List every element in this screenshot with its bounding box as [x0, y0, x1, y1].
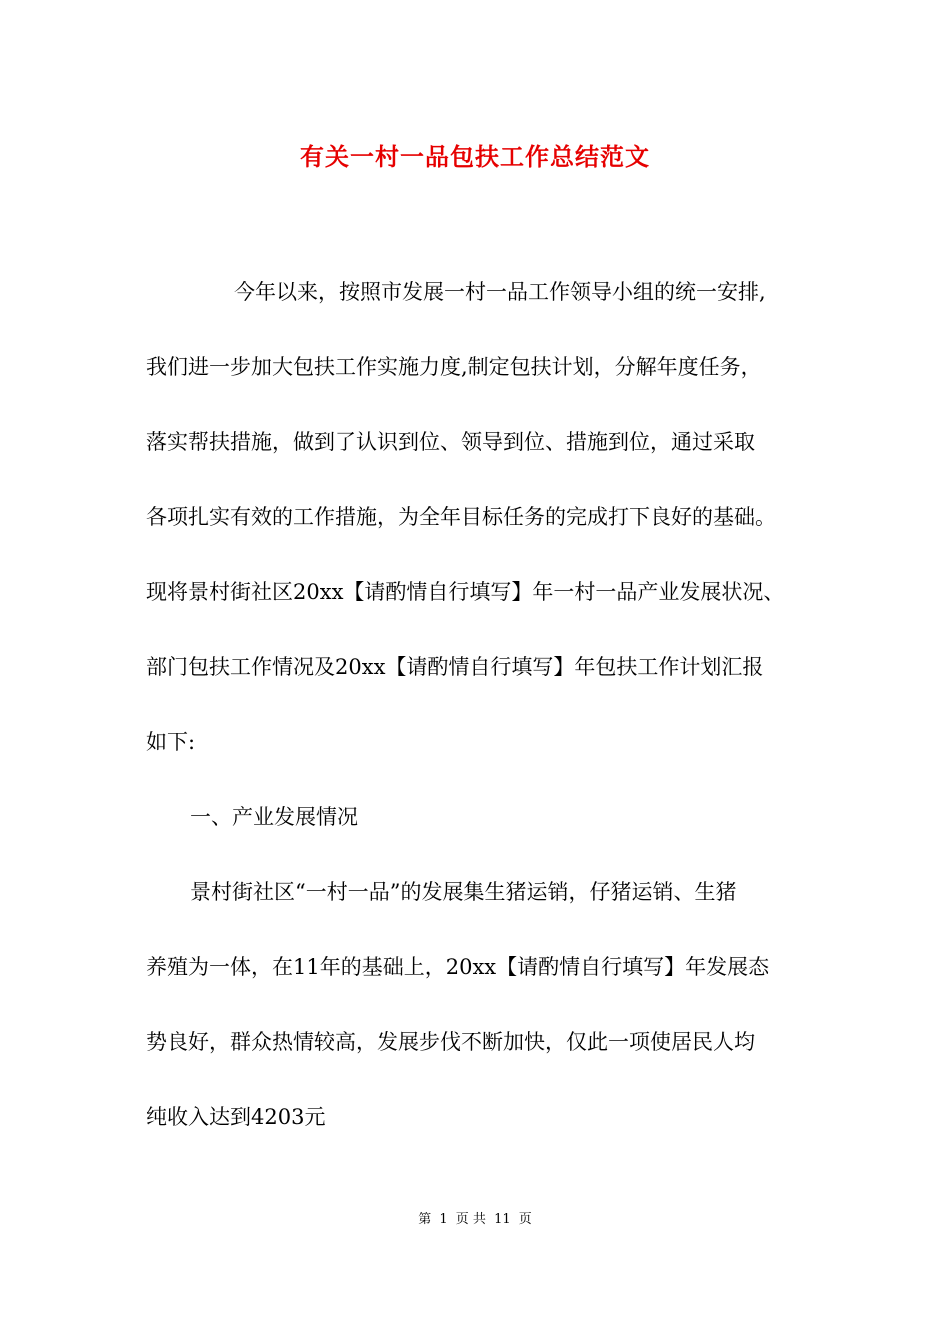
paragraph-line: 纯收入达到4203元: [146, 1105, 326, 1129]
total-pages-number: 11: [494, 1212, 511, 1227]
section-heading: 一、产业发展情况: [190, 805, 358, 829]
page-label-suffix: 页: [518, 1212, 532, 1227]
paragraph-line: 落实帮扶措施，做到了认识到位、领导到位、措施到位，通过采取: [146, 430, 755, 454]
paragraph-line: 今年以来，按照市发展一村一品工作领导小组的统一安排,: [234, 280, 766, 304]
paragraph-line: 养殖为一体，在11年的基础上，20xx【请酌情自行填写】年发展态: [146, 955, 770, 979]
current-page-number: 1: [439, 1212, 448, 1227]
paragraph-line: 我们进一步加大包扶工作实施力度,制定包扶计划，分解年度任务，: [146, 355, 762, 379]
paragraph-line: 各项扎实有效的工作措施，为全年目标任务的完成打下良好的基础。: [146, 505, 776, 529]
page-label-prefix: 第: [418, 1212, 432, 1227]
page-footer: [0, 1208, 950, 1227]
paragraph-line: 景村街社区“一村一品”的发展集生猪运销，仔猪运销、生猪: [190, 880, 737, 904]
paragraph-line: 如下:: [146, 730, 196, 754]
document-title: 有关一村一品包扶工作总结范文: [300, 142, 650, 171]
page-label-mid: 页 共: [455, 1212, 486, 1227]
paragraph-line: 势良好，群众热情较高，发展步伐不断加快，仅此一项使居民人均: [146, 1030, 755, 1054]
paragraph-line: 现将景村街社区20xx【请酌情自行填写】年一村一品产业发展状况、: [146, 580, 785, 604]
paragraph-line: 部门包扶工作情况及20xx【请酌情自行填写】年包扶工作计划汇报: [146, 655, 764, 679]
